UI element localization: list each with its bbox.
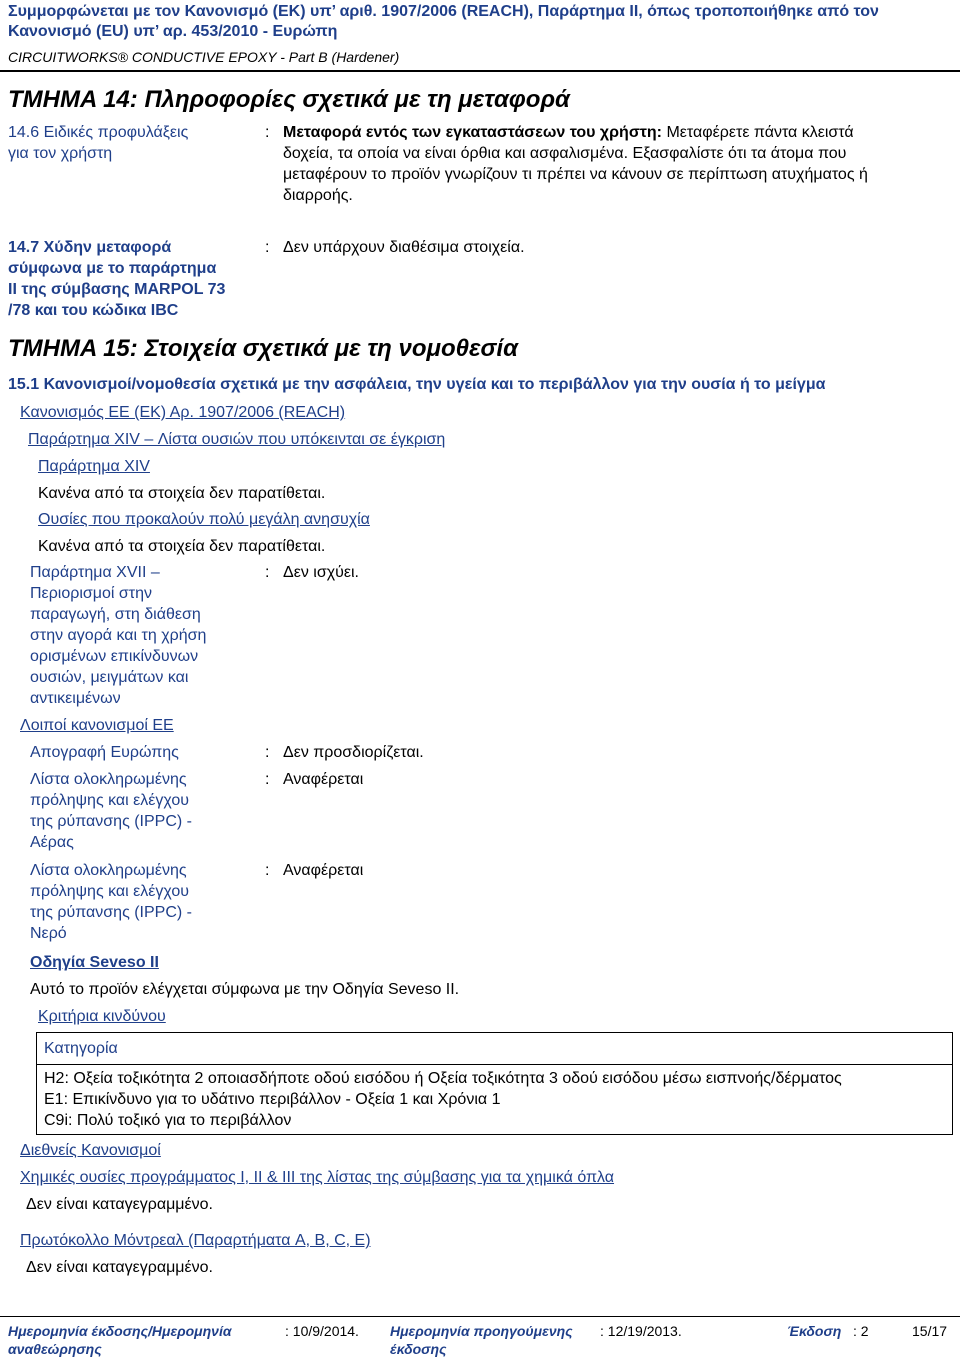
category-table-row: H2: Οξεία τοξικότητα 2 οποιασδήποτε οδού εισόδου ή Οξεία τοξικότητα 3 οδού εισόδου μέσω εισπνοής/δέρματος E1: Επικίνδυνο για το υδάτινο περιβάλλον - Οξεία 1 και Χρόνια 1 C9i: Πολύ τοξικό για το περιβάλλον xyxy=(44,1070,842,1129)
annex-xiv-subheading: Παράρτημα XIV xyxy=(38,458,150,475)
item-14-7-colon: : xyxy=(265,239,270,256)
seveso-heading: Οδηγία Seveso II xyxy=(30,954,159,971)
cwc-heading: Χημικές ουσίες προγράμματος I, II & III της λίστας της σύμβασης για τα χημικά όπλα xyxy=(20,1169,615,1186)
seveso-text: Αυτό το προϊόν ελέγχεται σύμφωνα με την Οδηγία Seveso II. xyxy=(30,981,460,998)
item-14-7-label: 14.7 Χύδην μεταφορά σύμφωνα με το παράρτημα II της σύμβασης MARPOL 73 /78 και του κώδικα IBC xyxy=(8,239,226,319)
ippc-water-label: Λίστα ολοκληρωμένης πρόληψης και ελέγχου της ρύπανσης (IPPC) - Νερό xyxy=(30,862,192,942)
page-number: 15/17 xyxy=(912,1323,948,1339)
ippc-water-colon: : xyxy=(265,862,270,879)
annex-xiv-value: Κανένα από τα στοιχεία δεν παρατίθεται. xyxy=(38,485,326,502)
montreal-value: Δεν είναι καταγεγραμμένο. xyxy=(26,1259,213,1276)
section-14-title: ΤΜΗΜΑ 14: Πληροφορίες σχετικά με τη μεταφορά xyxy=(8,86,570,113)
issue-date-value: : 10/9/2014. xyxy=(285,1323,359,1339)
ippc-air-value: Αναφέρεται xyxy=(283,771,364,788)
category-table-header: Κατηγορία xyxy=(44,1040,118,1057)
footer-divider xyxy=(0,1316,960,1317)
item-14-6-value: Μεταφορά εντός των εγκαταστάσεων του χρήστη: Μεταφέρετε πάντα κλειστά δοχεία, τα οποία να είναι όρθια και ασφαλισμένα. Εξασφαλίστε ότι τα άτομα που μεταφέρουν το προϊόν γνωρίζουν τι πρέπει να κάνουν σε περίπτωση ατυχήματος ή διαρροής. xyxy=(283,124,868,204)
international-heading: Διεθνείς Κανονισμοί xyxy=(20,1142,161,1159)
europe-inventory-value: Δεν προσδιορίζεται. xyxy=(283,744,424,761)
item-14-6-colon: : xyxy=(265,124,270,141)
section-15-title: ΤΜΗΜΑ 15: Στοιχεία σχετικά με τη νομοθεσία xyxy=(8,335,518,362)
annex-xiv-heading: Παράρτημα XIV – Λίστα ουσιών που υπόκεινται σε έγκριση xyxy=(28,431,446,448)
item-14-6-label: 14.6 Ειδικές προφυλάξεις για τον χρήστη xyxy=(8,124,189,162)
svhc-value: Κανένα από τα στοιχεία δεν παρατίθεται. xyxy=(38,538,326,555)
montreal-heading: Πρωτόκολλο Μόντρεαλ (Παραρτήματα A, B, C, E) xyxy=(20,1232,371,1249)
issue-date-label: Ημερομηνία έκδοσης/Ημερομηνία αναθεώρησης xyxy=(8,1323,232,1357)
europe-inventory-colon: : xyxy=(265,744,270,761)
header-divider xyxy=(0,70,960,72)
annex-xvii-label: Παράρτημα XVII – Περιορισμοί στην παραγωγή, στη διάθεση στην αγορά και τη χρήση ορισμένων επικίνδυνων ουσιών, μειγμάτων και αντικειμένων xyxy=(30,564,207,707)
annex-xvii-value: Δεν ισχύει. xyxy=(283,564,359,581)
version-label: Έκδοση xyxy=(787,1323,842,1339)
subsection-15-1: 15.1 Κανονισμοί/νομοθεσία σχετικά με την ασφάλεια, την υγεία και το περιβάλλον για την ουσία ή το μείγμα xyxy=(8,376,826,393)
version-value: : 2 xyxy=(853,1323,869,1339)
annex-xvii-colon: : xyxy=(265,564,270,581)
category-table-divider xyxy=(36,1064,953,1065)
ippc-water-value: Αναφέρεται xyxy=(283,862,364,879)
europe-inventory-label: Απογραφή Ευρώπης xyxy=(30,744,179,761)
previous-date-label: Ημερομηνία προηγούμενης έκδοσης xyxy=(390,1323,573,1357)
product-name: CIRCUITWORKS® CONDUCTIVE EPOXY - Part B (Hardener) xyxy=(8,49,400,65)
svhc-heading: Ουσίες που προκαλούν πολύ μεγάλη ανησυχία xyxy=(38,511,370,528)
other-eu-heading: Λοιποί κανονισμοί ΕΕ xyxy=(20,717,174,734)
ippc-air-colon: : xyxy=(265,771,270,788)
item-14-7-value: Δεν υπάρχουν διαθέσιμα στοιχεία. xyxy=(283,239,525,256)
cwc-value: Δεν είναι καταγεγραμμένο. xyxy=(26,1196,213,1213)
reach-heading: Κανονισμός ΕΕ (ΕΚ) Αρ. 1907/2006 (REACH) xyxy=(20,404,346,421)
hazard-criteria-heading: Κριτήρια κινδύνου xyxy=(38,1008,166,1025)
ippc-air-label: Λίστα ολοκληρωμένης πρόληψης και ελέγχου της ρύπανσης (IPPC) - Αέρας xyxy=(30,771,192,851)
regulation-title: Συμμορφώνεται με τον Κανονισμό (ΕΚ) υπ’ αριθ. 1907/2006 (REACH), Παράρτημα II, όπως τροποποιήθηκε από τον Κανονισμό (ΕU) υπ’ αρ. 453/2010 - Ευρώπη xyxy=(8,3,879,40)
previous-date-value: : 12/19/2013. xyxy=(600,1323,682,1339)
